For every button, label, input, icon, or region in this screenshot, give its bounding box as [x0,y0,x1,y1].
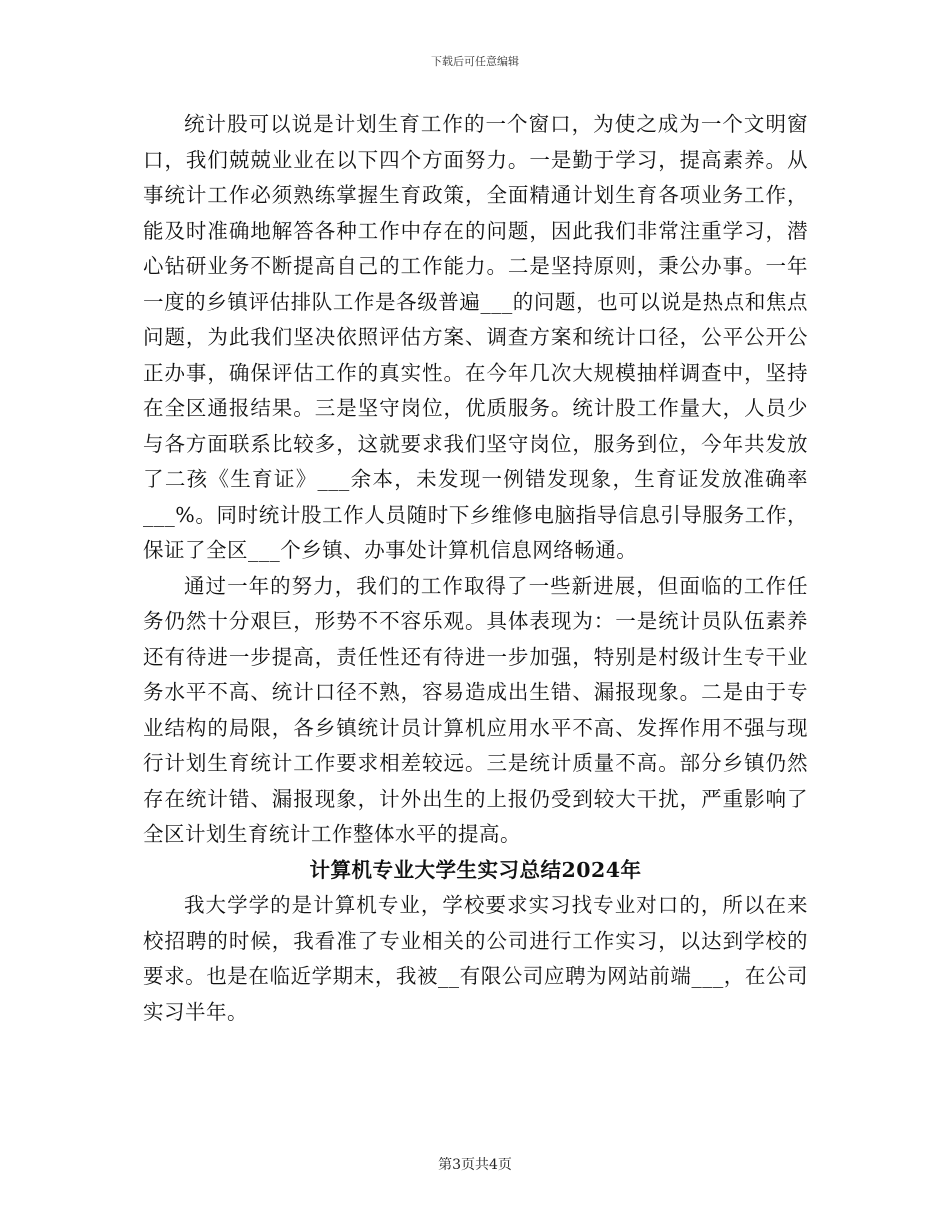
page-number: 第3页共4页 [438,1157,512,1173]
paragraph-internship-intro: 我大学学的是计算机专业，学校要求实习找专业对口的，所以在来校招聘的时候，我看准了专业相关的公司进行工作实习，以达到学校的要求。也是在临近学期末，我被__有限公司应聘为网站前端___，在公司实习半年。 [143,893,808,1024]
document-body [143,107,808,1030]
paragraph-challenges: 通过一年的努力，我们的工作取得了一些新进展，但面临的工作任务仍然十分艰巨，形势不不容乐观。具体表现为：一是统计员队伍素养还有待进一步提高，责任性还有待进一步加强，特别是村级计生专干业务水平不高、统计口径不熟，容易造成出生错、漏报现象。二是由于专业结构的局限，各乡镇统计员计算机应用水平不高、发挥作用不强与现行计划生育统计工作要求相差较远。三是统计质量不高。部分乡镇仍然存在统计错、漏报现象，计外出生的上报仍受到较大干扰，严重影响了全区计划生育统计工作整体水平的提高。 [143,573,808,846]
paragraph-statistics-window: 统计股可以说是计划生育工作的一个窗口，为使之成为一个文明窗口，我们兢兢业业在以下四个方面努力。一是勤于学习，提高素养。从事统计工作必须熟练掌握生育政策，全面精通计划生育各项业务工作，能及时准确地解答各种工作中存在的问题，因此我们非常注重学习，潜心钻研业务不断提高自己的工作能力。二是坚持原则，秉公办事。一年一度的乡镇评估排队工作是各级普遍___的问题，也可以说是热点和焦点问题，为此我们坚决依照评估方案、调查方案和统计口径，公平公开公正办事，确保评估工作的真实性。在今年几次大规模抽样调查中，坚持在全区通报结果。三是坚守岗位，优质服务。统计股工作量大，人员少与各方面联系比较多，这就要求我们坚守岗位，服务到位，今年共发放了二孩《生育证》___余本，未发现一例错发现象，生育证发放准确率___%。同时统计股工作人员随时下乡维修电脑指导信息引导服务工作，保证了全区___个乡镇、办事处计算机信息网络畅通。 [143,112,808,562]
section-title: 计算机专业大学生实习总结2024年 [309,857,642,882]
header-note: 下载后可任意编辑 [431,55,519,68]
